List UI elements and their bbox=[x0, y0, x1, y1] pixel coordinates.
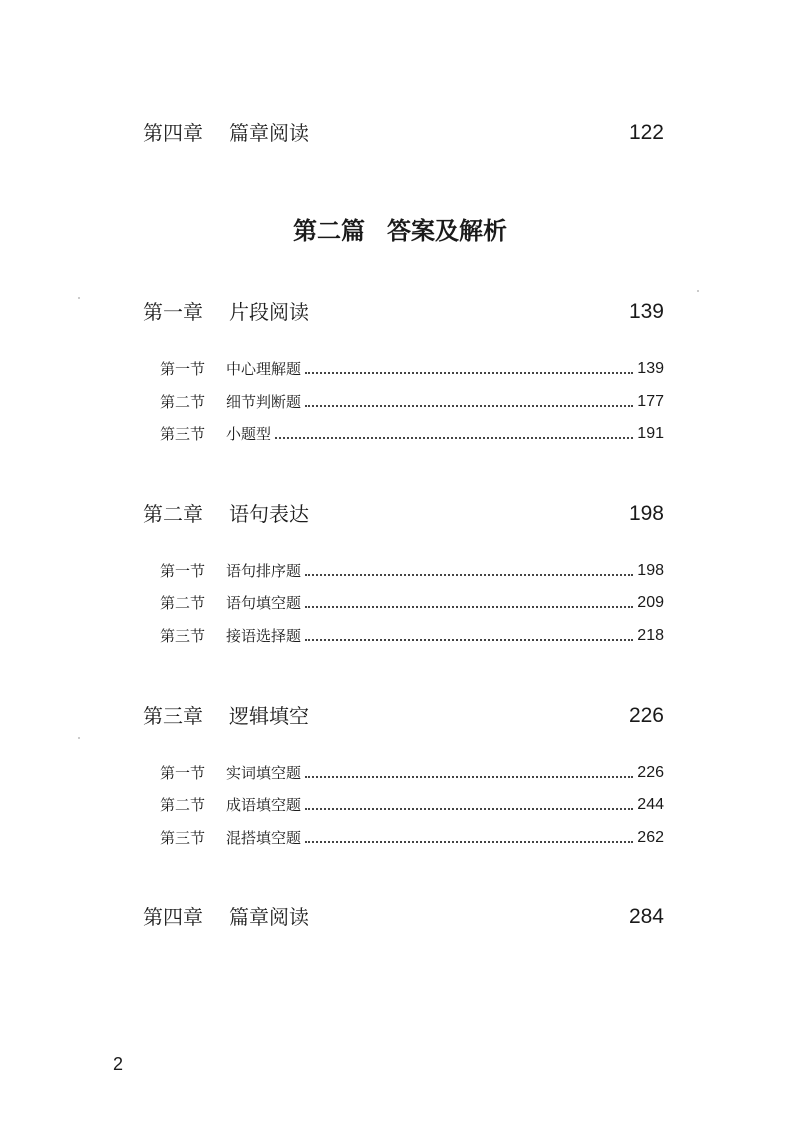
toc-section-entry[interactable] bbox=[160, 624, 664, 648]
dot-leader bbox=[275, 437, 633, 439]
dot-leader bbox=[305, 776, 633, 778]
chapter-title: 篇章阅读 bbox=[229, 121, 309, 145]
dot-leader bbox=[305, 372, 633, 374]
part-number: 第二篇 bbox=[293, 216, 365, 245]
section-page: 244 bbox=[637, 796, 664, 813]
toc-section-entry[interactable] bbox=[160, 357, 664, 381]
dot-leader bbox=[305, 639, 633, 641]
dot-leader bbox=[305, 574, 633, 576]
toc-chapter-entry[interactable] bbox=[143, 701, 664, 731]
toc-chapter-entry[interactable] bbox=[143, 499, 664, 529]
scan-speck bbox=[78, 297, 80, 299]
chapter-number: 第二章 bbox=[143, 502, 203, 526]
dot-leader bbox=[305, 841, 633, 843]
chapter-page: 198 bbox=[628, 502, 664, 525]
section-number: 第二节 bbox=[160, 393, 206, 411]
dot-leader bbox=[305, 808, 633, 810]
chapter-number: 第三章 bbox=[143, 704, 203, 728]
section-number: 第一节 bbox=[160, 764, 206, 782]
section-title: 混搭填空题 bbox=[226, 829, 302, 847]
chapter-page: 139 bbox=[628, 300, 664, 323]
chapter-page: 226 bbox=[628, 704, 664, 727]
toc-section-entry[interactable] bbox=[160, 826, 664, 850]
section-title: 语句排序题 bbox=[226, 562, 302, 580]
section-title: 语句填空题 bbox=[226, 594, 302, 612]
toc-chapter-entry[interactable] bbox=[143, 118, 664, 148]
chapter-number: 第四章 bbox=[143, 121, 203, 145]
scan-speck bbox=[78, 737, 80, 739]
toc-chapter-entry[interactable] bbox=[143, 297, 664, 327]
dot-leader bbox=[305, 405, 633, 407]
toc-section-entry[interactable] bbox=[160, 390, 664, 414]
section-page: 177 bbox=[637, 393, 664, 410]
chapter-number: 第一章 bbox=[143, 300, 203, 324]
toc-section-entry[interactable] bbox=[160, 422, 664, 446]
section-title: 接语选择题 bbox=[226, 627, 302, 645]
toc-section-entry[interactable] bbox=[160, 761, 664, 785]
chapter-title: 篇章阅读 bbox=[229, 905, 309, 929]
section-page: 218 bbox=[637, 627, 664, 644]
page-number: 2 bbox=[113, 1054, 124, 1074]
chapter-title: 语句表达 bbox=[229, 502, 309, 526]
section-number: 第一节 bbox=[160, 360, 206, 378]
section-title: 成语填空题 bbox=[226, 796, 302, 814]
section-number: 第三节 bbox=[160, 425, 206, 443]
section-page: 262 bbox=[637, 829, 664, 846]
dot-leader bbox=[305, 606, 633, 608]
part-title: 答案及解析 bbox=[387, 216, 507, 245]
toc-section-entry[interactable] bbox=[160, 559, 664, 583]
section-title: 实词填空题 bbox=[226, 764, 302, 782]
section-page: 191 bbox=[637, 425, 664, 442]
chapter-title: 片段阅读 bbox=[229, 300, 309, 324]
section-page: 139 bbox=[637, 360, 664, 377]
chapter-page: 122 bbox=[628, 121, 664, 144]
section-number: 第二节 bbox=[160, 594, 206, 612]
chapter-page: 284 bbox=[628, 905, 664, 928]
section-number: 第三节 bbox=[160, 829, 206, 847]
section-title: 中心理解题 bbox=[226, 360, 302, 378]
section-page: 209 bbox=[637, 594, 664, 611]
chapter-number: 第四章 bbox=[143, 905, 203, 929]
toc-section-entry[interactable] bbox=[160, 591, 664, 615]
scan-speck bbox=[697, 290, 699, 292]
section-page: 226 bbox=[637, 764, 664, 781]
section-title: 细节判断题 bbox=[226, 393, 302, 411]
section-page: 198 bbox=[637, 562, 664, 579]
toc-chapter-entry[interactable] bbox=[143, 902, 664, 932]
chapter-title: 逻辑填空 bbox=[229, 704, 309, 728]
toc-section-entry[interactable] bbox=[160, 793, 664, 817]
section-title: 小题型 bbox=[226, 425, 272, 443]
section-number: 第二节 bbox=[160, 796, 206, 814]
section-number: 第一节 bbox=[160, 562, 206, 580]
part-heading bbox=[0, 213, 800, 249]
section-number: 第三节 bbox=[160, 627, 206, 645]
